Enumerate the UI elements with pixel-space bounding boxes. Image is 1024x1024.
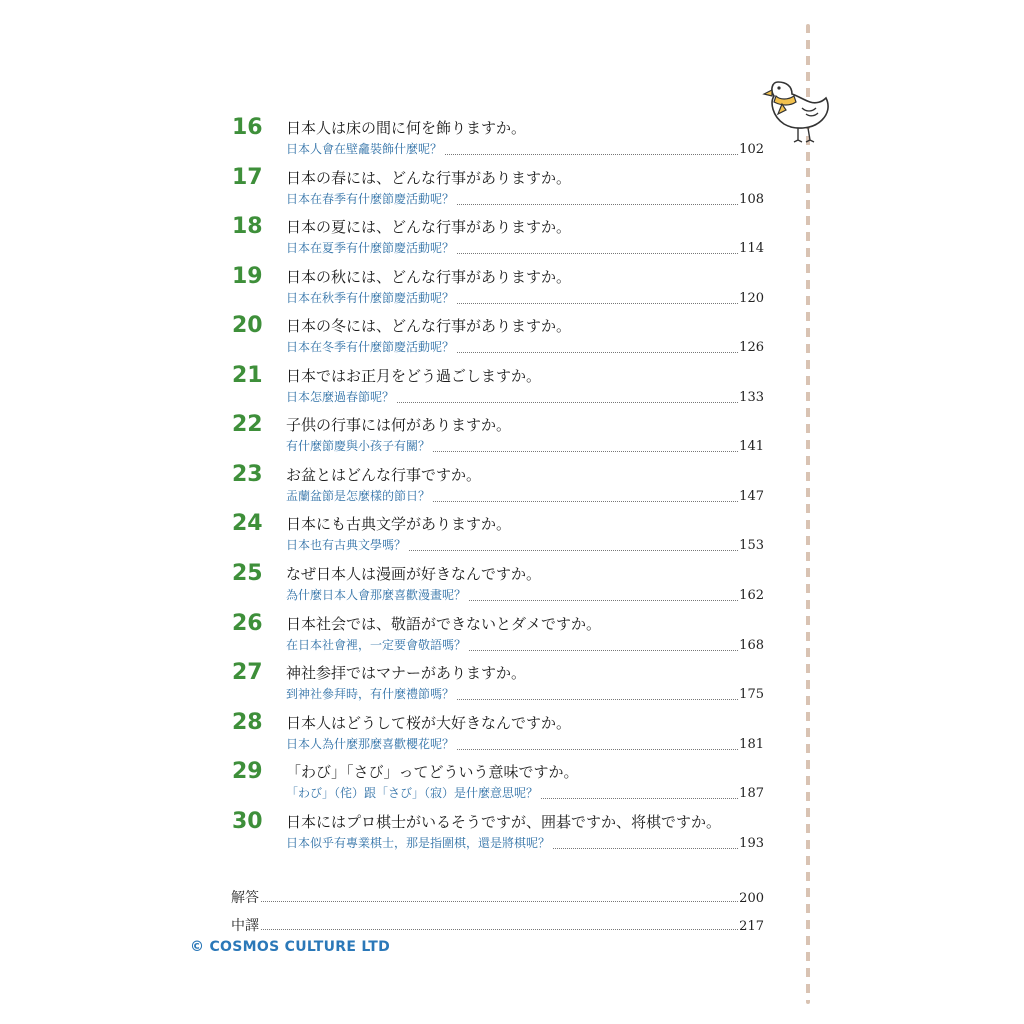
chapter-title-chinese: 到神社參拜時，有什麼禮節嗎？: [286, 687, 455, 701]
copyright-notice: © COSMOS CULTURE LTD: [190, 939, 391, 955]
appendix-label: 解答: [231, 890, 259, 906]
chapter-number: 16: [232, 115, 263, 140]
dot-leader: [231, 929, 738, 930]
chapter-title-chinese: 日本在秋季有什麼節慶活動呢？: [286, 291, 455, 305]
chapter-number: 21: [232, 363, 263, 388]
chapter-title-japanese: 日本の春には、どんな行事がありますか。: [286, 169, 572, 187]
page-number: 217: [739, 919, 764, 934]
page-number: 153: [739, 538, 764, 553]
chapter-title-chinese: 日本似乎有專業棋士，那是指圍棋，還是將棋呢？: [286, 836, 551, 850]
page-number: 114: [739, 241, 764, 256]
chapter-title-japanese: 日本にはプロ棋士がいるそうですが、囲碁ですか、将棋ですか。: [286, 813, 722, 831]
chapter-number: 20: [232, 313, 263, 338]
page-number: 200: [739, 891, 764, 906]
chapter-number: 29: [232, 759, 263, 784]
page-number: 141: [739, 439, 764, 454]
chapter-title-chinese: 日本在夏季有什麼節慶活動呢？: [286, 241, 455, 255]
chapter-title-japanese: 神社参拝ではマナーがありますか。: [286, 664, 527, 682]
toc-entry[interactable]: [0, 659, 1024, 709]
page-number: 181: [739, 737, 764, 752]
toc-entry[interactable]: [0, 164, 1024, 214]
chapter-title-japanese: 日本の冬には、どんな行事がありますか。: [286, 317, 572, 335]
chapter-title-chinese: 日本在春季有什麼節慶活動呢？: [286, 192, 455, 206]
chapter-title-japanese: なぜ日本人は漫画が好きなんですか。: [286, 565, 542, 583]
toc-entry[interactable]: [0, 610, 1024, 660]
chapter-title-chinese: 日本人會在壁龕裝飾什麼呢？: [286, 142, 443, 156]
chapter-title-chinese: 盂蘭盆節是怎麼樣的節日？: [286, 489, 431, 503]
chapter-title-japanese: 「わび」「さび」ってどういう意味ですか。: [286, 763, 579, 781]
page-number: 126: [739, 340, 764, 355]
chapter-number: 23: [232, 462, 263, 487]
chapter-number: 30: [232, 809, 263, 834]
appendix-entry[interactable]: [0, 888, 1024, 914]
page-number: 108: [739, 192, 764, 207]
dot-leader: [231, 901, 738, 902]
appendix-label: 中譯: [231, 918, 259, 934]
chapter-title-japanese: お盆とはどんな行事ですか。: [286, 466, 482, 484]
chapter-title-chinese: 為什麼日本人會那麼喜歡漫畫呢？: [286, 588, 467, 602]
toc-entry[interactable]: [0, 263, 1024, 313]
page-number: 147: [739, 489, 764, 504]
chapter-number: 25: [232, 561, 263, 586]
chapter-number: 19: [232, 264, 263, 289]
chapter-number: 17: [232, 165, 263, 190]
chapter-title-japanese: 子供の行事には何がありますか。: [286, 416, 512, 434]
toc-entry[interactable]: [0, 362, 1024, 412]
page-number: 168: [739, 638, 764, 653]
chapter-title-japanese: 日本人はどうして桜が大好きなんですか。: [286, 714, 572, 732]
chapter-title-japanese: 日本社会では、敬語ができないとダメですか。: [286, 615, 602, 633]
chapter-title-chinese: 日本人為什麼那麼喜歡櫻花呢？: [286, 737, 455, 751]
toc-entry[interactable]: [0, 312, 1024, 362]
chapter-title-japanese: 日本の夏には、どんな行事がありますか。: [286, 218, 572, 236]
chapter-title-chinese: 有什麼節慶與小孩子有關？: [286, 439, 431, 453]
page-number: 187: [739, 786, 764, 801]
toc-entry[interactable]: [0, 461, 1024, 511]
chapter-title-japanese: 日本の秋には、どんな行事がありますか。: [286, 268, 572, 286]
toc-entry[interactable]: [0, 808, 1024, 858]
chapter-title-chinese: 日本在冬季有什麼節慶活動呢？: [286, 340, 455, 354]
chapter-number: 18: [232, 214, 263, 239]
toc-entry[interactable]: [0, 709, 1024, 759]
chapter-number: 26: [232, 611, 263, 636]
chapter-number: 24: [232, 511, 263, 536]
toc-entry[interactable]: [0, 510, 1024, 560]
chapter-title-chinese: 在日本社會裡，一定要會敬語嗎？: [286, 638, 467, 652]
chapter-title-japanese: 日本にも古典文学がありますか。: [286, 515, 512, 533]
toc-entry[interactable]: [0, 411, 1024, 461]
page-number: 162: [739, 588, 764, 603]
chapter-title-japanese: 日本ではお正月をどう過ごしますか。: [286, 367, 542, 385]
chapter-title-japanese: 日本人は床の間に何を飾りますか。: [286, 119, 527, 137]
appendix-entry[interactable]: [0, 916, 1024, 942]
toc-entry[interactable]: [0, 213, 1024, 263]
chapter-number: 22: [232, 412, 263, 437]
chapter-number: 28: [232, 710, 263, 735]
page-number: 102: [739, 142, 764, 157]
chapter-title-chinese: 「わび」（侘）跟「さび」（寂）是什麼意思呢？: [286, 786, 539, 800]
chapter-title-chinese: 日本怎麼過春節呢？: [286, 390, 395, 404]
chapter-number: 27: [232, 660, 263, 685]
chapter-title-chinese: 日本也有古典文學嗎？: [286, 538, 407, 552]
page-number: 175: [739, 687, 764, 702]
page-number: 120: [739, 291, 764, 306]
page-number: 193: [739, 836, 764, 851]
toc-entry[interactable]: [0, 114, 1024, 164]
toc-entry[interactable]: [0, 560, 1024, 610]
toc-entry[interactable]: [0, 758, 1024, 808]
page-number: 133: [739, 390, 764, 405]
